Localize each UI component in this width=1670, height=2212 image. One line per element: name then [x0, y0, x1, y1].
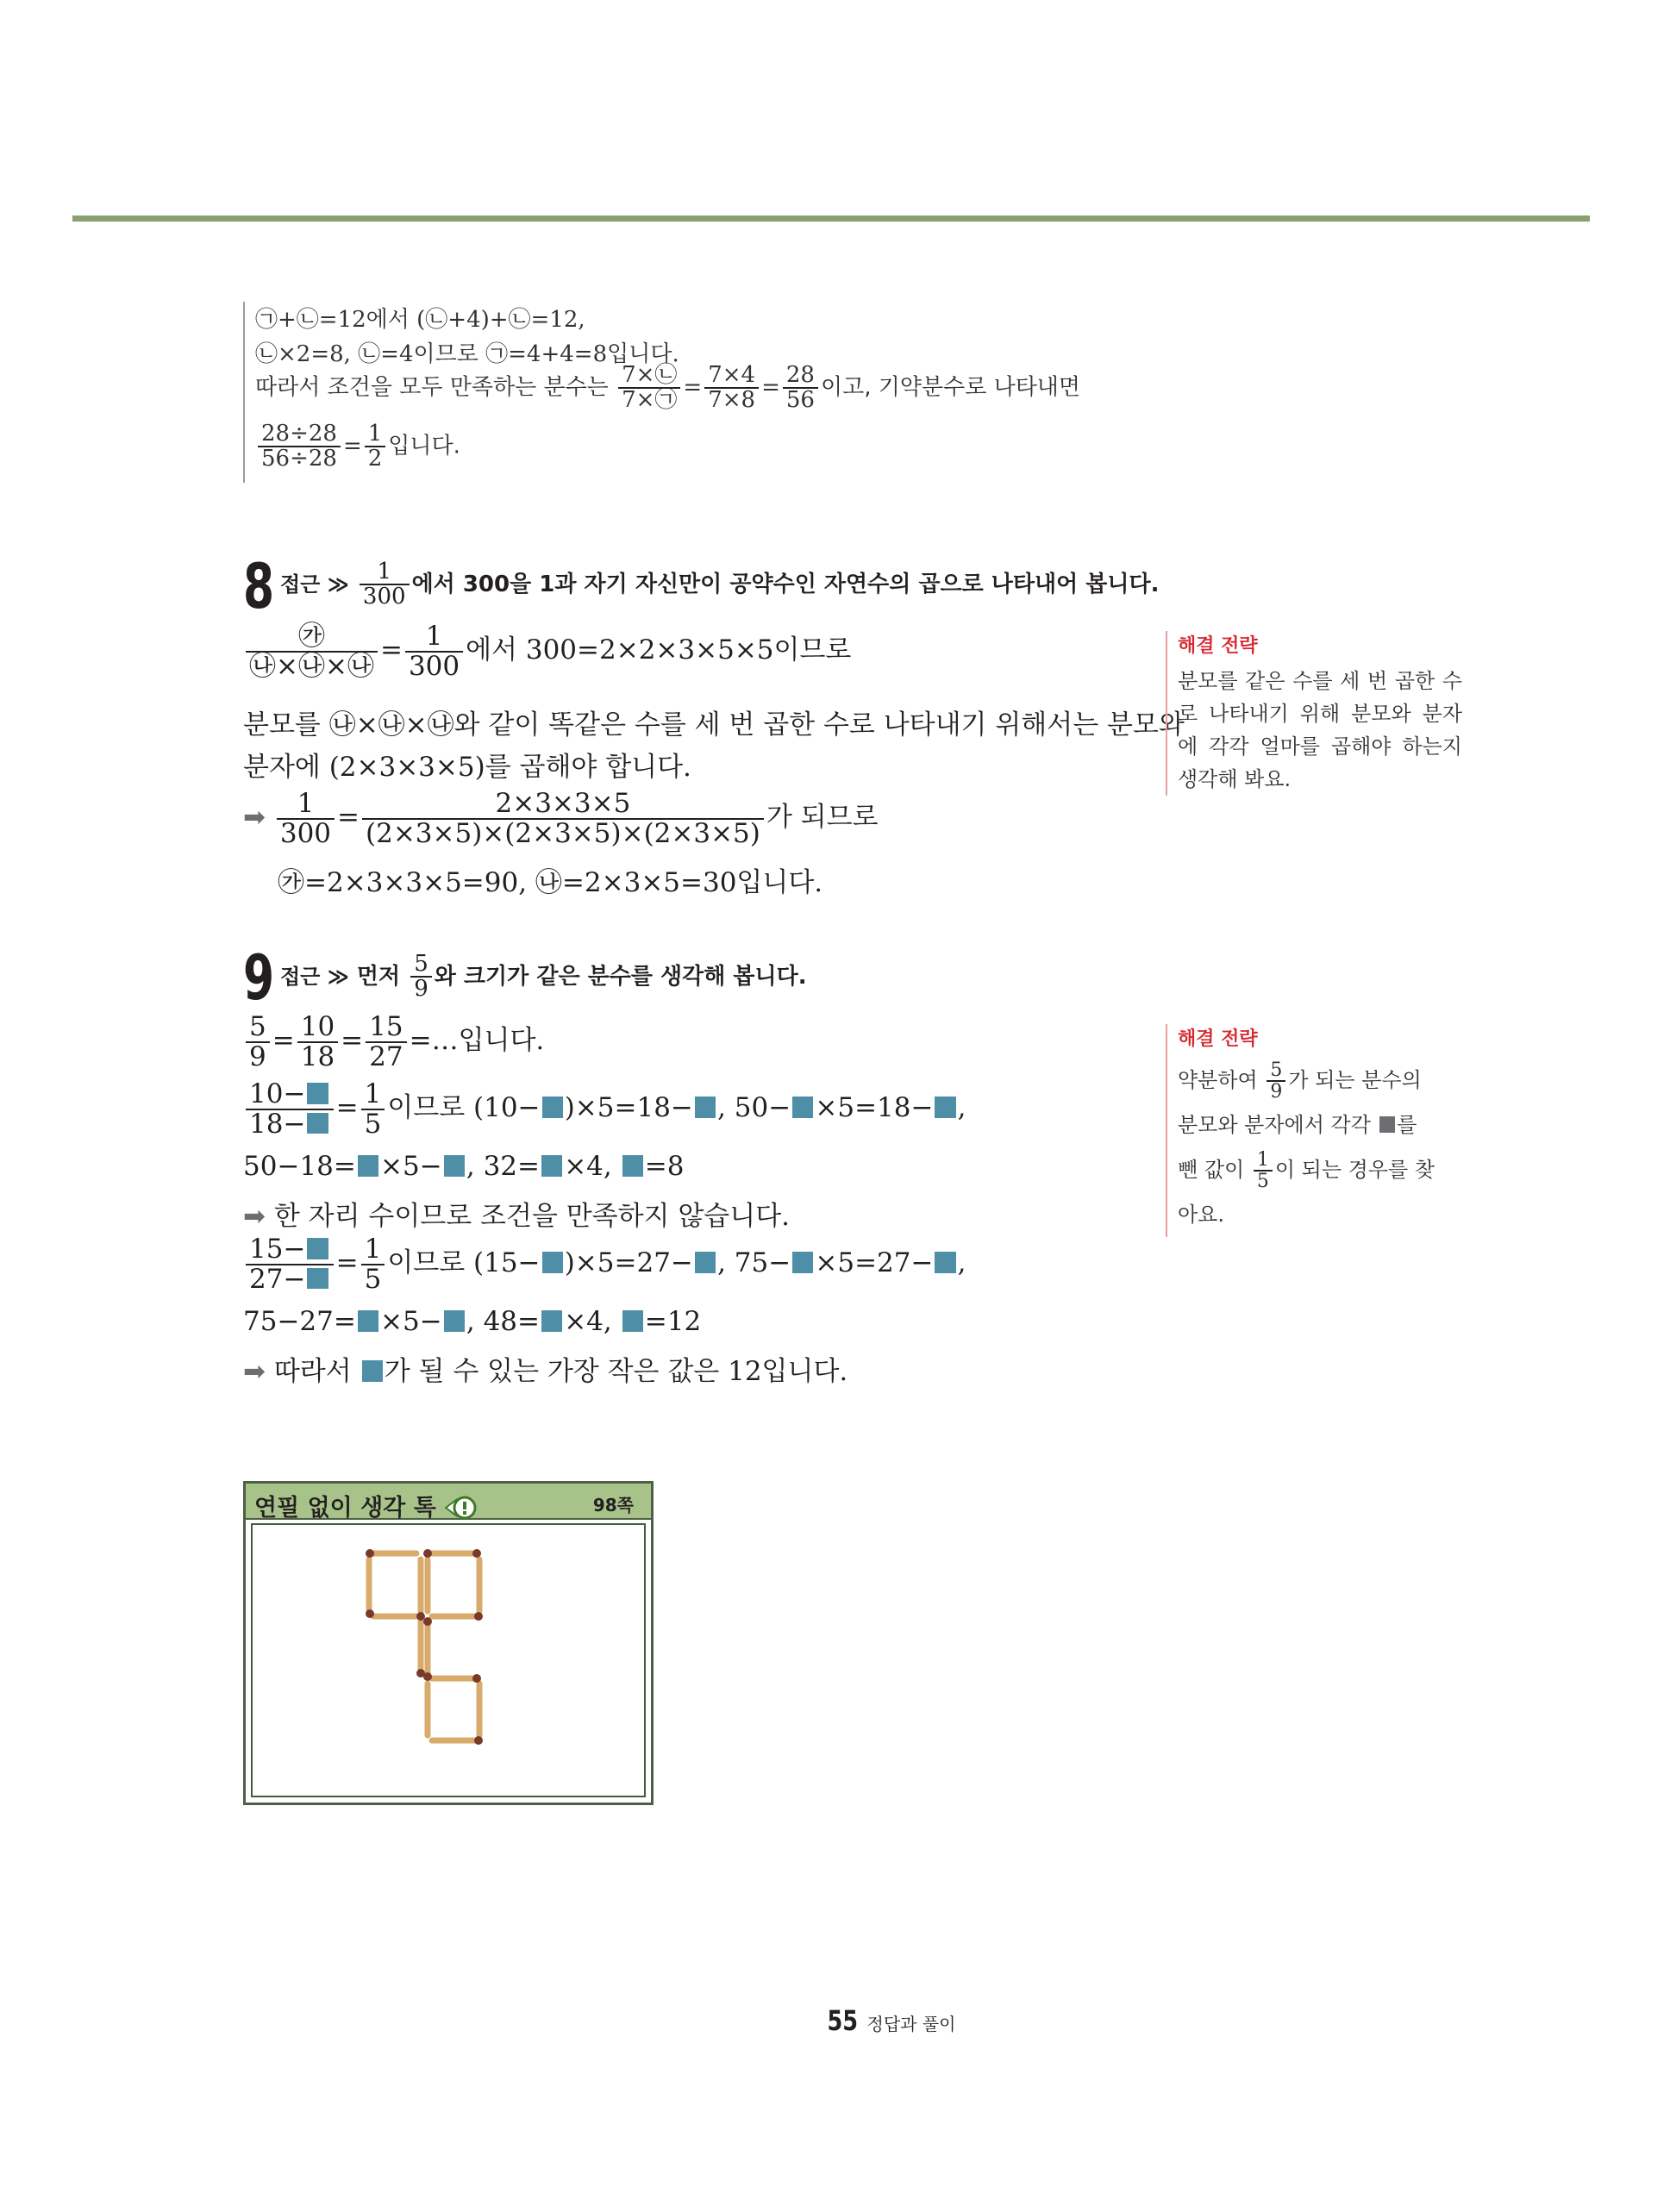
- problem-approach: 접근 ≫ 먼저 $\frac{5}{9}$ 와 크기가 같은 분수를 생각해 봅니다.: [280, 951, 807, 1003]
- fraction: $\frac{7\times 4}{7\times 8}$: [704, 364, 759, 413]
- fraction: $\frac{1}{5}$: [1254, 1150, 1273, 1191]
- fraction: $\frac{7\times㉡}{7\times㉠}$: [618, 364, 680, 413]
- fraction: $\frac{2\times 3\times 3\times 5}{(2\times 3\times 5)\times(2\times 3\times 5)\times(2\times 3\times 5)}$: [362, 790, 764, 847]
- prior-solution: [243, 302, 1117, 483]
- blank-square-icon: [444, 1310, 465, 1331]
- think-box: [243, 1481, 654, 1805]
- blank-square-icon: [542, 1097, 563, 1117]
- strategy-text: 분모를 같은 수를 세 번 곱한 수로 나타내기 위해 분모와 분자에 각각 얼마를 곱해야 하는지 생각해 봐요.: [1178, 669, 1462, 791]
- blank-square-icon: [307, 1083, 328, 1103]
- fraction: $\frac{15}{27}$: [366, 1013, 406, 1071]
- fraction: $\frac{㉮}{㉯\times㉯\times㉯}$: [246, 622, 378, 680]
- blank-square-icon: [444, 1155, 465, 1176]
- fraction: $\frac{28}{56}$: [783, 364, 818, 413]
- fraction: $\frac{1}{300}$: [405, 622, 463, 680]
- blank-square-icon: [935, 1097, 955, 1117]
- problem-number: 9: [243, 941, 275, 1014]
- p9-line-5: $\frac{15-}{27-}$ = $\frac{1}{5}$ 이므로 (15− )×5=27− , 75− ×5=27− ,: [243, 1235, 966, 1293]
- fraction: $\frac{1}{300}$: [277, 790, 335, 847]
- blank-square-icon: [541, 1155, 562, 1176]
- strategy-box-8: [1166, 631, 1462, 796]
- p8-line-5: ㉮=2×3×3×5=90, ㉯=2×3×5=30입니다.: [278, 867, 823, 898]
- think-box-title: 연필 없이 생각 톡: [254, 1495, 436, 1522]
- page-footer: [823, 2004, 956, 2037]
- blank-square-icon: [307, 1268, 328, 1289]
- prior-line-2: ㉡×2=8, ㉡=4이므로 ㉠=4+4=8입니다.: [255, 341, 679, 367]
- blank-square-icon: [358, 1155, 378, 1176]
- problem-number: 8: [243, 550, 275, 622]
- problem-approach: 접근 ≫ $\frac{1}{300}$ 에서 300을 1과 자기 자신만이 공약수인 자연수의 곱으로 나타내어 봅니다.: [280, 559, 1160, 610]
- fraction: $\frac{1}{5}$: [361, 1080, 385, 1138]
- p8-line-3: 분자에 (2×3×3×5)를 곱해야 합니다.: [243, 752, 691, 783]
- exclamation-icon: [444, 1495, 478, 1521]
- p9-line-6: 75−27= ×5− , 48= ×4, =12: [243, 1306, 702, 1337]
- think-box-header: [246, 1484, 651, 1520]
- p8-line-1: $\frac{㉮}{㉯\times㉯\times㉯}$ = $\frac{1}{300}$ 에서 300=2×2×3×5×5이므로: [243, 622, 851, 680]
- footer-label: 정답과 풀이: [866, 2014, 956, 2034]
- prior-line-1: ㉠+㉡=12에서 (㉡+4)+㉡=12,: [255, 307, 585, 333]
- fraction: $\frac{5}{9}$: [246, 1013, 270, 1071]
- blank-square-icon: [695, 1252, 716, 1272]
- p9-line-7: ➡ 따라서 가 될 수 있는 가장 작은 값은 12입니다.: [243, 1356, 848, 1387]
- strategy-heading: 해결 전략: [1178, 635, 1258, 657]
- arrow-right-icon: ➡: [243, 1356, 266, 1387]
- arrow-right-icon: ➡: [243, 1201, 266, 1232]
- blank-square-icon: [935, 1252, 955, 1272]
- blank-square-icon: [695, 1097, 716, 1117]
- matchstick-figure: [251, 1523, 646, 1797]
- think-box-page: 98쪽: [592, 1495, 634, 1515]
- fraction: $\frac{1}{300}$: [360, 560, 410, 609]
- fraction: $\frac{15-}{27-}$: [246, 1235, 334, 1293]
- strategy-heading: 해결 전략: [1178, 1028, 1258, 1050]
- matchstick-diagram: [253, 1525, 644, 1792]
- blank-square-icon: [307, 1113, 328, 1134]
- p9-line-3: 50−18= ×5− , 32= ×4, =8: [243, 1151, 685, 1182]
- page-number: 55: [827, 2004, 859, 2037]
- blank-square-icon: [358, 1310, 378, 1331]
- prior-line-3: 따라서 조건을 모두 만족하는 분수는 $\frac{7\times㉡}{7\times㉠}$ = $\frac{7\times 4}{7\times 8}$ = $\frac{28}{56}$ 이고, 기약분수로 나타내면: [255, 362, 1081, 414]
- fraction: $\frac{28\div 28}{56\div 28}$: [258, 422, 341, 472]
- p9-line-2: $\frac{10-}{18-}$ = $\frac{1}{5}$ 이므로 (10− )×5=18− , 50− ×5=18− ,: [243, 1080, 966, 1138]
- p9-line-1: $\frac{5}{9}$ = $\frac{10}{18}$ = $\frac{15}{27}$ =…입니다.: [243, 1013, 544, 1071]
- fraction: $\frac{1}{5}$: [361, 1235, 385, 1293]
- fraction: $\frac{5}{9}$: [1267, 1060, 1285, 1102]
- strategy-box-9: [1166, 1024, 1462, 1237]
- blank-square-icon: [362, 1360, 383, 1381]
- fraction: $\frac{5}{9}$: [410, 953, 432, 1002]
- strategy-text: 약분하여 $\frac{5}{9}$ 가 되는 분수의 분모와 분자에서 각각 를 뺀 값이 $\frac{1}{5}$ 이 되는 경우를 찾 아요.: [1178, 1059, 1435, 1227]
- blank-square-icon: [622, 1155, 643, 1176]
- blank-square-icon: [792, 1097, 813, 1117]
- fraction: $\frac{10-}{18-}$: [246, 1080, 334, 1138]
- header-rule: [72, 216, 1590, 222]
- blank-square-icon: [622, 1310, 643, 1331]
- blank-square-icon: [307, 1238, 328, 1259]
- arrow-right-icon: ➡: [243, 802, 266, 834]
- prior-line-4: $\frac{28\div 28}{56\div 28}$ = $\frac{1}{2}$ 입니다.: [255, 422, 460, 472]
- blank-square-icon: [541, 1310, 562, 1331]
- p8-line-2: 분모를 ㉯×㉯×㉯와 같이 똑같은 수를 세 번 곱한 수로 나타내기 위해서는 분모와: [243, 709, 1185, 740]
- p9-line-4: ➡ 한 자리 수이므로 조건을 만족하지 않습니다.: [243, 1201, 790, 1232]
- blank-square-icon: [792, 1252, 813, 1272]
- blank-square-icon: [1379, 1116, 1396, 1133]
- fraction: $\frac{1}{2}$: [365, 422, 386, 472]
- fraction: $\frac{10}{18}$: [297, 1013, 338, 1071]
- blank-square-icon: [542, 1252, 563, 1272]
- p8-line-4: ➡ $\frac{1}{300}$ = $\frac{2\times 3\times 3\times 5}{(2\times 3\times 5)\times(2\times 3\times 5)\times(2\times 3\times 5)}$ 가 되므로: [243, 788, 879, 849]
